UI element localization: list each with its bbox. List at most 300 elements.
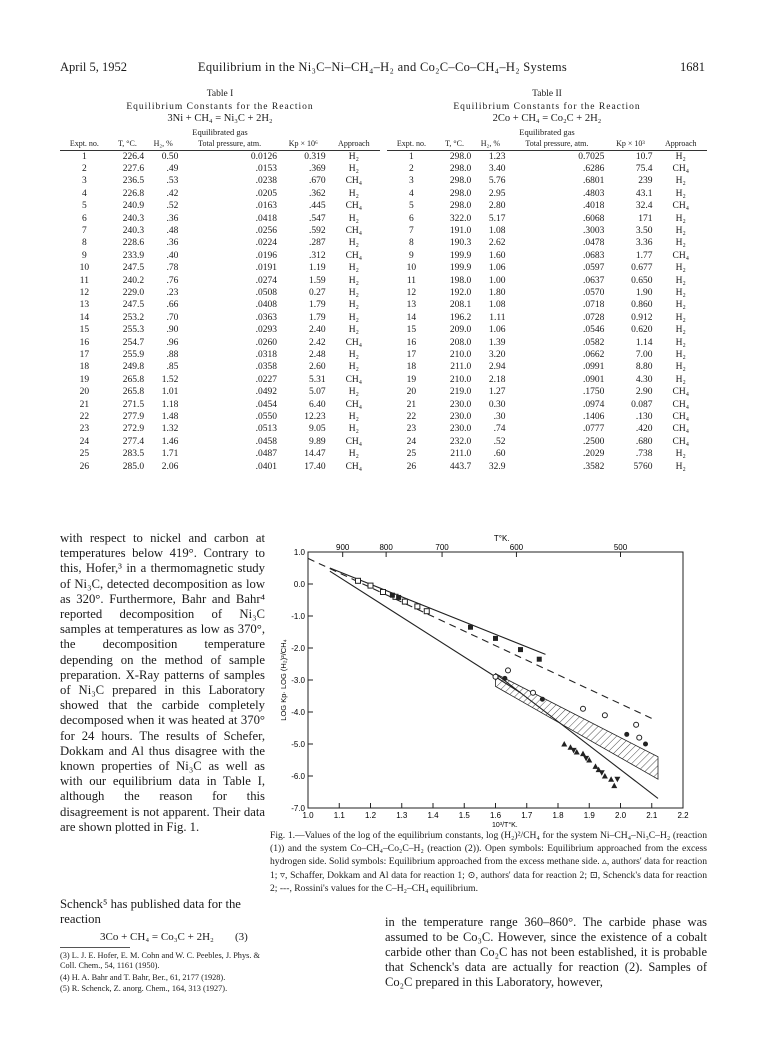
table-cell: .0358 [255, 362, 277, 373]
table-cell: H₂ [675, 263, 686, 274]
table-cell: 1.48 [161, 412, 179, 423]
table-cell: .3582 [582, 461, 605, 472]
point-square-open [415, 604, 420, 609]
table-row [60, 386, 380, 398]
table-cell: 21 [406, 399, 417, 410]
table-cell: 9 [82, 250, 87, 261]
table-cell: .40 [166, 250, 179, 261]
table-cell: .0513 [255, 424, 277, 435]
table-cell: .2500 [582, 436, 605, 447]
table-row [387, 411, 707, 423]
table-cell: 2.80 [488, 201, 506, 212]
table-cell: 230.0 [449, 412, 472, 423]
table-cell: 2.95 [488, 188, 506, 199]
table-row [387, 386, 707, 398]
table-cell: 25 [406, 449, 417, 460]
table2-col-header: Approach [655, 140, 707, 150]
table-1-label: Table I [206, 89, 234, 99]
table-cell: 11 [406, 275, 416, 286]
point-square-filled [396, 595, 401, 600]
table-cell: H₂ [348, 362, 359, 373]
table-cell: .0418 [255, 213, 277, 224]
table-cell: H₂ [348, 238, 359, 249]
table-cell: 226.4 [122, 151, 145, 162]
table-row [60, 213, 380, 225]
table-cell: .96 [166, 337, 179, 348]
table-row [60, 399, 380, 411]
table-cell: 1.06 [488, 325, 506, 336]
table-cell: .0205 [255, 188, 277, 199]
table-row [60, 287, 380, 299]
left-column-body [60, 531, 265, 835]
table-cell: 271.5 [122, 399, 145, 410]
point-square-open [402, 599, 407, 604]
table-cell: CH₄ [672, 436, 690, 447]
table-cell: H₂ [348, 287, 359, 298]
table-cell: H₂ [675, 325, 686, 336]
table-cell: 2.06 [161, 461, 179, 472]
table-cell: 209.0 [449, 325, 472, 336]
point-circle-filled [502, 676, 507, 681]
point-square-open [368, 583, 373, 588]
table-cell: 23 [79, 424, 90, 435]
table-cell: H₂ [348, 350, 359, 360]
point-square-open [381, 590, 386, 595]
table-cell: 2.94 [488, 362, 506, 373]
table-cell: .0683 [582, 250, 605, 261]
table-cell: 240.3 [122, 213, 145, 224]
table-row [387, 262, 707, 274]
table-cell: 1.77 [635, 250, 653, 261]
table-cell: H₂ [348, 387, 359, 398]
table-cell: 1.59 [309, 275, 326, 286]
table-cell: 171 [638, 213, 653, 224]
x-tick-label: 1.1 [333, 811, 345, 820]
table-cell: 298.0 [449, 188, 472, 199]
table1-col-header: Expt. no. [60, 140, 109, 150]
table2-col-header: H₂, % [473, 140, 507, 150]
table-cell: H₂ [675, 213, 686, 224]
table-1-grid [60, 140, 380, 473]
table-row [60, 312, 380, 324]
table-cell: 249.8 [122, 362, 145, 373]
table2-col-header: Total pressure, atm. [508, 140, 607, 150]
table-row [387, 324, 707, 336]
table-cell: 19 [406, 374, 417, 385]
table-cell: 13 [79, 300, 90, 311]
table-cell: H₂ [675, 287, 686, 298]
table-cell: H₂ [348, 263, 359, 274]
point-circle-open [581, 706, 586, 711]
table-cell: 22 [79, 412, 90, 423]
page-number: 1681 [680, 60, 705, 74]
table-cell: 1.71 [161, 449, 179, 460]
table-cell: .0318 [255, 350, 277, 360]
table-cell: .287 [309, 238, 326, 249]
table-row [387, 200, 707, 212]
table-cell: 0.912 [631, 312, 653, 323]
table-row [387, 349, 707, 361]
y-tick-label: 0.0 [293, 580, 305, 589]
table-cell: 265.8 [122, 387, 145, 398]
table-cell: H₂ [675, 176, 686, 187]
table-cell: .52 [493, 436, 506, 447]
table-2-reaction: 2Co + CH₄ = Co₂C + 2H₂ [492, 113, 602, 124]
table-cell: .0227 [255, 374, 277, 385]
y-tick-label: -3.0 [291, 676, 305, 685]
table-cell: 298.0 [449, 151, 472, 162]
table-cell: .49 [166, 163, 179, 174]
table-cell: 322.0 [449, 213, 472, 224]
top-tick-label: 900 [336, 543, 350, 552]
table-cell: 6 [409, 213, 414, 224]
table-cell: .0191 [255, 263, 277, 274]
figure-caption: Fig. 1.—Values of the log of the equilibrium constants, log (H₂)²/CH₄ for the system Ni–CH₄–Ni₃C–H₂ (reaction (1)) and the system Co–CH₄–Co₂C–H₂ (reaction (2)). Open symbols: Equilibrium approached from the excess hydrogen side. Solid symbols: Equilibrium approached from the excess methane side. ▵, authors' data for reaction 1; ▿, Schaffer, Dokkam and Al data for reaction 1; ⊙, authors' data for reaction 2; ⊡, Schenck's data for reaction 2; ---, Rossini's values for the C–H₂–CH₄ equilibrium. [270, 830, 707, 894]
table-cell: 17.40 [304, 461, 326, 472]
table-row [387, 175, 707, 187]
table-cell: .592 [309, 225, 326, 236]
table-cell: 32.9 [488, 461, 506, 472]
table-row [387, 374, 707, 386]
table-cell: 22 [406, 412, 417, 423]
table-cell: .0487 [255, 449, 277, 460]
table-cell: CH₄ [345, 436, 363, 447]
table-row [387, 448, 707, 460]
table-cell: CH₄ [672, 250, 690, 261]
table-cell: 199.9 [449, 263, 472, 274]
table-cell: .0901 [582, 374, 605, 385]
table-cell: 15 [406, 325, 417, 336]
point-circle-open [493, 674, 498, 679]
table-cell: 17 [79, 350, 90, 360]
table-row [387, 275, 707, 287]
y-tick-label: -2.0 [291, 644, 305, 653]
table-row [60, 275, 380, 287]
table-cell: 4.30 [635, 374, 653, 385]
table-cell: 43.1 [635, 188, 653, 199]
table-cell: H₂ [675, 188, 686, 199]
table-row [387, 213, 707, 225]
table-cell: H₂ [348, 412, 359, 423]
table-row [60, 361, 380, 373]
point-circle-open [506, 668, 511, 673]
table-row [387, 250, 707, 262]
table-cell: 1.79 [309, 300, 326, 311]
x-tick-label: 1.4 [427, 811, 439, 820]
table-2-label: Table II [532, 89, 562, 99]
table-row [387, 237, 707, 249]
table-cell: H₂ [675, 374, 686, 385]
x-tick-label: 1.3 [396, 811, 408, 820]
table-cell: 10 [406, 263, 417, 274]
table-cell: 12 [79, 287, 90, 298]
table-cell: .0478 [582, 238, 605, 249]
table-cell: 5 [82, 201, 87, 212]
table-row [387, 188, 707, 200]
table-cell: 21 [79, 399, 90, 410]
top-tick-label: 500 [613, 543, 628, 552]
table-cell: CH₄ [345, 399, 363, 410]
table-cell: H₂ [675, 300, 686, 311]
table-cell: .1750 [582, 387, 605, 398]
table-cell: 16 [79, 337, 90, 348]
table-cell: CH₄ [345, 201, 363, 212]
x-tick-label: 1.0 [302, 811, 314, 820]
x-tick-label: 1.6 [489, 811, 502, 820]
table-cell: 2 [409, 163, 414, 174]
table-cell: 1.08 [488, 300, 506, 311]
table-cell: .0777 [582, 424, 605, 435]
table-cell: 191.0 [449, 225, 472, 236]
table-row [60, 175, 380, 187]
table-2-title: Equilibrium Constants for the Reaction [453, 101, 641, 112]
table-cell: .0224 [255, 238, 277, 249]
table-cell: 2.62 [488, 238, 506, 249]
table-cell: .0363 [255, 312, 277, 323]
table-cell: CH₄ [345, 176, 363, 187]
table-cell: H₂ [675, 449, 686, 460]
table-cell: 10.7 [635, 151, 653, 162]
table-cell: 0.620 [631, 325, 653, 336]
table-cell: 285.0 [122, 461, 145, 472]
table-cell: H₂ [348, 151, 359, 162]
table-cell: 6.40 [309, 399, 326, 410]
table-cell: 75.4 [635, 163, 653, 174]
table-1-title: Equilibrium Constants for the Reaction [126, 101, 314, 112]
table-cell: 9 [409, 250, 414, 261]
table-row [387, 337, 707, 349]
table-cell: .0293 [255, 325, 277, 336]
fit-line [330, 571, 521, 693]
table-row [60, 423, 380, 435]
table-cell: H₂ [348, 449, 359, 460]
table-cell: 208.1 [449, 300, 472, 311]
table-cell: 1.80 [488, 287, 506, 298]
point-square-filled [537, 657, 542, 662]
table-cell: 5.31 [309, 374, 326, 385]
table-cell: 2 [82, 163, 87, 174]
table1-col-header: Approach [328, 140, 380, 150]
table-row [387, 436, 707, 448]
table-cell: H₂ [675, 362, 686, 373]
table-cell: 1.01 [161, 387, 179, 398]
x-tick-label: 1.7 [521, 811, 533, 820]
table-row [387, 312, 707, 324]
table-cell: .0597 [582, 263, 605, 274]
table-cell: 3.36 [635, 238, 653, 249]
table-cell: 211.0 [450, 449, 472, 460]
table-cell: 13 [406, 300, 417, 311]
left-paragraph-2: Schenck⁵ has published data for the reaction [60, 897, 241, 927]
x-tick-label: 2.0 [614, 811, 627, 820]
table-cell: .0718 [582, 300, 605, 311]
table-cell: 1.06 [488, 263, 506, 274]
y-tick-label: -4.0 [291, 708, 305, 717]
table-cell: .0991 [582, 362, 605, 373]
table-row [60, 250, 380, 262]
table-cell: .6068 [582, 213, 605, 224]
table-cell: 240.2 [122, 275, 145, 286]
table-cell: 7 [82, 225, 87, 236]
table-cell: 298.0 [449, 176, 472, 187]
table-row [387, 361, 707, 373]
table-cell: .0570 [582, 287, 605, 298]
table-cell: 9.05 [309, 424, 326, 435]
y-tick-label: 1.0 [293, 548, 305, 557]
table-cell: 240.9 [122, 201, 145, 212]
table-cell: .130 [635, 412, 653, 423]
table-cell: 208.0 [449, 337, 472, 348]
table-cell: 247.5 [122, 300, 145, 311]
point-circle-open [531, 690, 536, 695]
table-cell: H₂ [675, 312, 686, 323]
table-cell: 1.00 [488, 275, 506, 286]
table-cell: H₂ [675, 337, 686, 348]
table-cell: 265.8 [122, 374, 145, 385]
table-cell: 20 [79, 387, 90, 398]
table-cell: 24 [406, 436, 417, 447]
table-row [60, 150, 380, 163]
table-cell: H₂ [675, 151, 686, 162]
table-cell: 12.23 [304, 412, 326, 423]
table-cell: 1.52 [161, 374, 179, 385]
table-1-reaction: 3Ni + CH₄ = Ni₃C + 2H₂ [167, 113, 273, 124]
table-cell: 0.087 [631, 399, 653, 410]
table-cell: .48 [166, 225, 179, 236]
table-cell: CH₄ [345, 337, 363, 348]
table-cell: 190.3 [449, 238, 472, 249]
table-cell: 8 [82, 238, 87, 249]
point-triangle-down [614, 777, 620, 783]
table-cell: .0508 [255, 287, 277, 298]
table-cell: .0401 [255, 461, 277, 472]
table-cell: 3.40 [488, 163, 506, 174]
table-cell: .0256 [255, 225, 277, 236]
x-axis-label: 10³/T°K. [491, 822, 518, 829]
table-cell: 18 [79, 362, 90, 373]
table-cell: 1.39 [488, 337, 506, 348]
table-cell: 2.60 [309, 362, 326, 373]
table-row [60, 374, 380, 386]
table-cell: H₂ [348, 424, 359, 435]
table-cell: 9.89 [309, 436, 326, 447]
table-row [60, 188, 380, 200]
table-cell: CH₄ [345, 461, 363, 472]
table-row [60, 411, 380, 423]
table-cell: .445 [309, 201, 326, 212]
table-cell: 199.9 [449, 250, 472, 261]
table-cell: 18 [406, 362, 417, 373]
table-cell: 3 [409, 176, 414, 187]
table-cell: .76 [166, 275, 179, 286]
table-cell: 15 [79, 325, 90, 336]
table-cell: 0.30 [488, 399, 506, 410]
table-row [60, 163, 380, 175]
table-cell: CH₄ [672, 424, 690, 435]
table-cell: 298.0 [449, 163, 472, 174]
table-cell: 283.5 [122, 449, 145, 460]
table-row [60, 461, 380, 473]
table-cell: .0153 [255, 163, 277, 174]
table-cell: 0.860 [631, 300, 653, 311]
table-cell: 14.47 [304, 449, 326, 460]
header-date: April 5, 1952 [60, 60, 128, 74]
table-cell: .36 [166, 238, 179, 249]
x-tick-label: 2.1 [646, 811, 658, 820]
table-cell: .78 [166, 263, 179, 274]
table-cell: 272.9 [122, 424, 145, 435]
table-cell: H₂ [348, 188, 359, 199]
table-cell: .70 [166, 312, 179, 323]
footnote-rule [60, 947, 130, 948]
table-cell: .0728 [582, 312, 605, 323]
table-cell: .0260 [255, 337, 277, 348]
point-circle-filled [624, 732, 629, 737]
table-cell: 14 [79, 312, 90, 323]
table-row [60, 200, 380, 212]
table1-col-header: T, °C. [109, 140, 146, 150]
point-triangle [608, 776, 614, 782]
table-cell: .420 [635, 424, 653, 435]
table-cell: .4018 [582, 201, 605, 212]
point-triangle [593, 763, 599, 769]
table-cell: 1 [82, 151, 87, 162]
table-cell: 5.76 [488, 176, 506, 187]
table1-col-header: Kp × 10⁶ [279, 140, 328, 150]
point-square-filled [518, 647, 523, 652]
table-cell: 210.0 [449, 374, 472, 385]
table-row [387, 299, 707, 311]
table-cell: H₂ [348, 312, 359, 323]
table-cell: 14 [406, 312, 417, 323]
table-cell: .0408 [255, 300, 277, 311]
right-column-body: in the temperature range 360–860°. The carbide phase was assumed to be Co₃C. However, since the existence of a cobalt carbide other than Co₂C has not been established, it is probable that Schenck's data are actually for reaction (2). Samples of Co₂C prepared in this Laboratory, however, [385, 915, 707, 989]
x-tick-label: 1.8 [552, 811, 564, 820]
table-cell: CH₄ [672, 163, 690, 174]
table-cell: .90 [166, 325, 179, 336]
left-paragraph: with respect to nickel and carbon at temperatures below 419°. Contrary to this, Hofer,³ in a thermomagnetic study of Ni₃C, detected decomposition as low as 320°. Furthermore, Bahr and Bahr⁴ reported decomposition of Ni₃C samples at temperatures as low as 370°, the decomposition temperature depending on the method of sample preparation. X-Ray patterns of samples of Ni₃C prepared in this Laboratory showed that the carbide completely decomposed when it was heated at 370° for 24 hours. The results of Schefer, Dokkam and Al thus disagree with the known properties of Ni₃C as well as with our equilibrium data in Table I, although the reason for this disagreement is not apparent. Their data are shown plotted in Fig. 1. [60, 531, 265, 834]
fit-line [330, 568, 546, 654]
table-cell: 253.2 [122, 312, 145, 323]
table-cell: .6286 [582, 163, 605, 174]
table-cell: .4803 [582, 188, 605, 199]
table-cell: 32.4 [635, 201, 653, 212]
table-cell: 1 [409, 151, 414, 162]
table-cell: .23 [166, 287, 179, 298]
table-cell: .53 [166, 176, 179, 187]
table-cell: 7 [409, 225, 414, 236]
table-cell: .362 [309, 188, 326, 199]
table-cell: 228.6 [122, 238, 145, 249]
table1-col-header: H₂, % [146, 140, 180, 150]
table-cell: .0974 [582, 399, 605, 410]
y-axis-label: LOG Kp· LOG (H₂)²/CH₄ [279, 639, 288, 721]
table-cell: .0582 [582, 337, 605, 348]
table-cell: H₂ [348, 275, 359, 286]
table-1 [60, 88, 380, 473]
table-cell: 240.3 [122, 225, 145, 236]
table-cell: CH₄ [672, 201, 690, 212]
table-cell: 3.50 [635, 225, 653, 236]
table-cell: .312 [309, 250, 326, 261]
table-cell: 16 [406, 337, 417, 348]
table-cell: .66 [166, 300, 179, 311]
table-cell: 26 [406, 461, 417, 472]
y-tick-label: -6.0 [291, 772, 305, 781]
table-cell: CH₄ [672, 412, 690, 423]
table-cell: 19 [79, 374, 90, 385]
figure-1 [268, 534, 708, 830]
